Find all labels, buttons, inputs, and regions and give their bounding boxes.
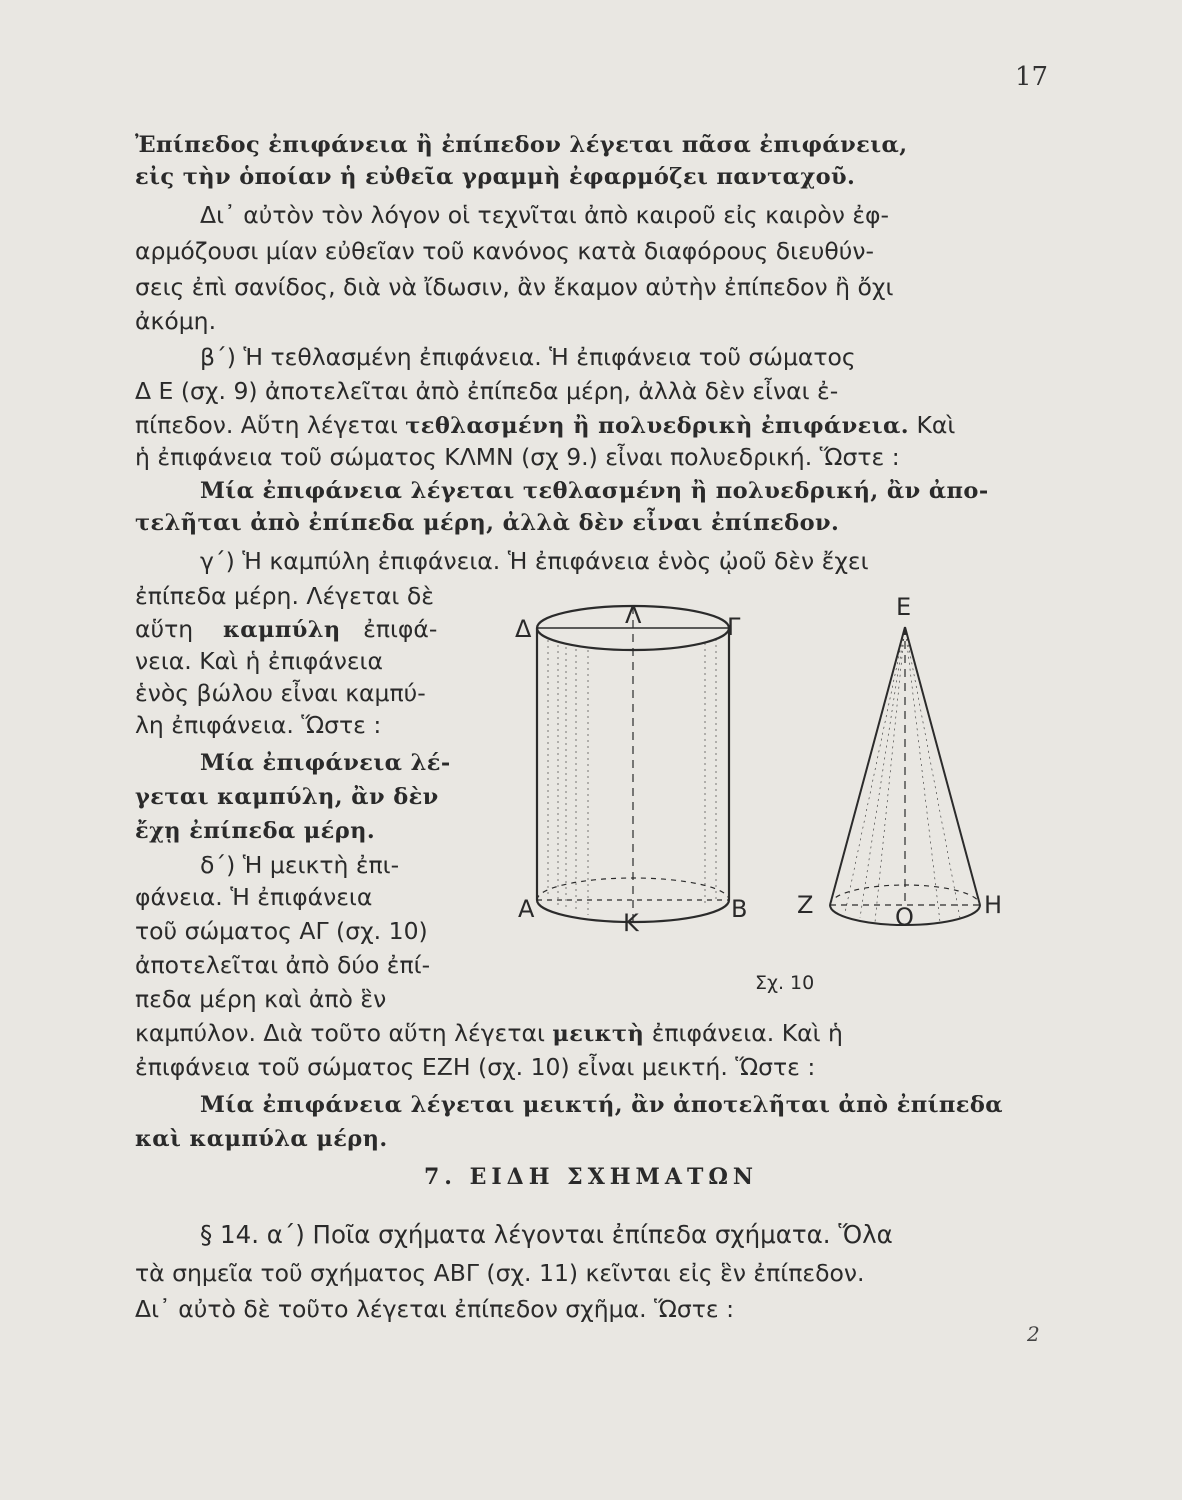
paragraph-line: φάνεια. Ἡ ἐπιφάνεια (135, 883, 373, 911)
figure-caption: Σχ. 10 (755, 972, 815, 994)
definition-line: ἔχῃ ἐπίπεδα μέρη. (135, 818, 376, 844)
paragraph-line: ἀκόμη. (135, 307, 217, 335)
figure-10-solids (500, 585, 1045, 1000)
paragraph-line: ἐπίπεδα μέρη. Λέγεται δὲ (135, 582, 434, 610)
point-label: Γ (727, 613, 741, 641)
inline-text: αὕτη (135, 615, 194, 643)
paragraph-line: τοῦ σώματος ΑΓ (σχ. 10) (135, 917, 428, 945)
paragraph-line: ἐπιφάνεια τοῦ σώματος ΕΖΗ (σχ. 10) εἶναι μεικτή. Ὥστε : (135, 1053, 816, 1081)
paragraph-line: ἀποτελεῖται ἀπὸ δύο ἐπί- (135, 951, 431, 979)
paragraph-line: σεις ἐπὶ σανίδος, διὰ νὰ ἴδωσιν, ἂν ἔκαμον αὐτὴν ἐπίπεδον ἢ ὄχι (135, 273, 894, 301)
definition-line: γεται καμπύλη, ἂν δὲν (135, 784, 439, 810)
paragraph-line (135, 1018, 1045, 1049)
point-label: Λ (625, 601, 642, 629)
cylinder-drawing (537, 606, 729, 922)
paragraph-line: εἰς τὴν ὁποίαν ἡ εὐθεῖα γραμμὴ ἐφαρμόζει πανταχοῦ. (135, 164, 856, 190)
definition-line: Μία ἐπιφάνεια λέγεται μεικτή, ἂν ἀποτελῆται ἀπὸ ἐπίπεδα (200, 1092, 1003, 1118)
page-number: 17 (1015, 62, 1049, 92)
point-label: Ζ (797, 891, 814, 919)
paragraph-line: γ΄) Ἡ καμπύλη ἐπιφάνεια. Ἡ ἐπιφάνεια ἑνὸς ᾠοῦ δὲν ἔχει (200, 547, 869, 575)
paragraph-line: Δ Ε (σχ. 9) ἀποτελεῖται ἀπὸ ἐπίπεδα μέρη, ἀλλὰ δὲν εἶναι ἐ- (135, 377, 839, 405)
footer-signature-mark: 2 (1027, 1322, 1040, 1346)
point-label: Κ (623, 909, 639, 937)
paragraph-line: § 14. α΄) Ποῖα σχήματα λέγονται ἐπίπεδα σχήματα. Ὅλα (200, 1220, 893, 1249)
paragraph-line: τὰ σημεῖα τοῦ σχήματος ΑΒΓ (σχ. 11) κεῖνται εἰς ἓν ἐπίπεδον. (135, 1259, 865, 1287)
point-label: Η (984, 891, 1003, 919)
point-label: Ο (895, 903, 914, 931)
cone-drawing (830, 627, 980, 925)
paragraph-line: ἡ ἐπιφάνεια τοῦ σώματος ΚΛΜΝ (σχ 9.) εἶναι πολυεδρική. Ὥστε : (135, 443, 900, 471)
paragraph-line: νεια. Καὶ ἡ ἐπιφάνεια (135, 647, 383, 675)
point-label: Ε (896, 593, 912, 621)
paragraph-line: Ἐπίπεδος ἐπιφάνεια ἢ ἐπίπεδον λέγεται πᾶσα ἐπιφάνεια, (135, 132, 908, 158)
inline-text: Καὶ (916, 411, 956, 439)
paragraph-line: πεδα μέρη καὶ ἀπὸ ἓν (135, 985, 387, 1013)
paragraph-line (135, 614, 495, 645)
paragraph-line (135, 410, 1045, 441)
point-label: Δ (515, 615, 532, 643)
section-heading: 7. ΕΙΔΗ ΣΧΗΜΑΤΩΝ (423, 1164, 759, 1190)
definition-line: Μία ἐπιφάνεια λέγεται τεθλασμένη ἢ πολυεδρική, ἂν ἀπο- (200, 478, 989, 504)
paragraph-line: Δι᾽ αὐτὸν τὸν λόγον οἱ τεχνῖται ἀπὸ καιροῦ εἰς καιρὸν ἐφ- (200, 201, 890, 229)
definition-line: Μία ἐπιφάνεια λέ- (200, 750, 451, 776)
paragraph-line: Δι᾽ αὐτὸ δὲ τοῦτο λέγεται ἐπίπεδον σχῆμα. Ὥστε : (135, 1295, 735, 1323)
point-label: Β (731, 895, 748, 923)
inline-text: ἐπιφάνεια. Καὶ ἡ (651, 1019, 843, 1047)
paragraph-line: β΄) Ἡ τεθλασμένη ἐπιφάνεια. Ἡ ἐπιφάνεια τοῦ σώματος (200, 343, 856, 371)
definition-line: καὶ καμπύλα μέρη. (135, 1126, 388, 1152)
point-label: Α (518, 895, 535, 923)
paragraph-line: λη ἐπιφάνεια. Ὥστε : (135, 711, 382, 739)
inline-bold-term: μεικτὴ (552, 1021, 645, 1047)
definition-line: τελῆται ἀπὸ ἐπίπεδα μέρη, ἀλλὰ δὲν εἶναι ἐπίπεδον. (135, 510, 840, 536)
inline-text: καμπύλον. Διὰ τοῦτο αὕτη λέγεται (135, 1019, 545, 1047)
paragraph-line: αρμόζουσι μίαν εὐθεῖαν τοῦ κανόνος κατὰ διαφόρους διευθύν- (135, 237, 874, 265)
inline-text: πίπεδον. Αὕτη λέγεται (135, 411, 398, 439)
inline-text: ἐπιφά- (363, 615, 438, 643)
paragraph-line: ἑνὸς βώλου εἶναι καμπύ- (135, 679, 426, 707)
inline-bold-term: καμπύλη (223, 617, 341, 643)
inline-bold-term: τεθλασμένη ἢ πολυεδρικὴ ἐπιφάνεια. (405, 413, 909, 439)
paragraph-line: δ΄) Ἡ μεικτὴ ἐπι- (200, 851, 400, 879)
